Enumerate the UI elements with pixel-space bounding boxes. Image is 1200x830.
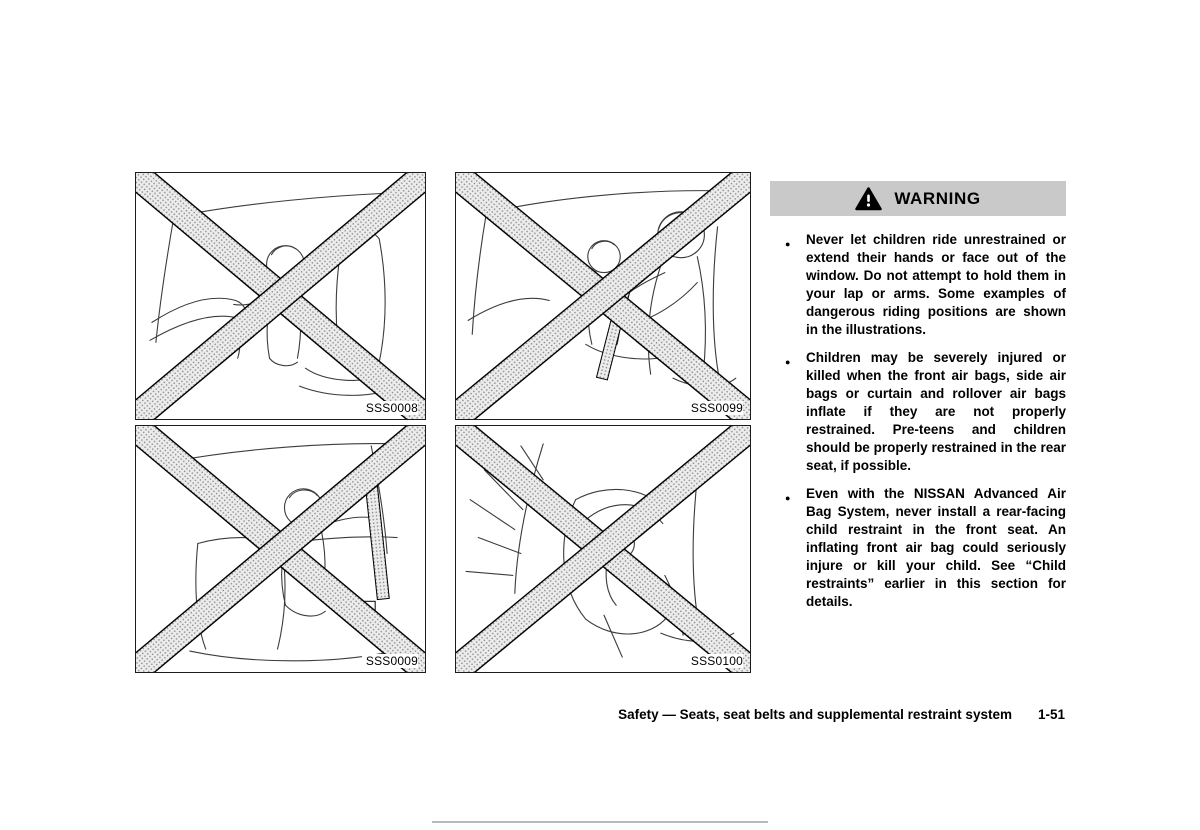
- bullet-icon: ●: [785, 493, 791, 503]
- car-interior-illustration: [456, 173, 750, 419]
- warning-header: [770, 181, 1066, 216]
- warning-bullet-text: Even with the NISSAN Advanced Air Bag System, never install a rear-facing child restraint in the front seat. An inflating front air bag could seriously injure or kill your child. See “Child restraints” earlier in this section for details.: [806, 486, 1066, 609]
- figure-code: SSS0099: [687, 401, 743, 415]
- figure-code: SSS0008: [362, 401, 418, 415]
- warning-bullet: [785, 485, 1066, 611]
- bottom-edge-line: [432, 821, 768, 823]
- warning-bullet-text: Children may be severely injured or killed when the front air bags, side air bags or curtain and rollover air bags inflate if they are not properly restrained. Pre-teens and children should be properly restrained in the rear seat, if possible.: [806, 350, 1066, 473]
- warning-title: WARNING: [894, 188, 981, 208]
- figure-box: [455, 172, 751, 420]
- warning-triangle-icon: [855, 187, 882, 211]
- figure-box: [455, 425, 751, 673]
- car-interior-illustration: [136, 173, 425, 419]
- figure-code: SSS0100: [687, 654, 743, 668]
- bullet-icon: ●: [785, 239, 791, 249]
- warning-list: [770, 231, 1066, 611]
- figure-box: [135, 172, 426, 420]
- warning-bullet-text: Never let children ride unrestrained or extend their hands or face out of the window. Do not attempt to hold them in your lap or arms. Some examples of dangerous riding positions are shown in the illustrations.: [806, 232, 1066, 337]
- warning-bullet: [785, 231, 1066, 339]
- crossout-x-icon: [456, 173, 750, 419]
- warning-panel: [770, 181, 1066, 621]
- crossout-x-icon: [136, 173, 425, 419]
- footer-page-number: 1-51: [1037, 707, 1065, 722]
- page-footer: [618, 707, 1065, 722]
- bullet-icon: ●: [785, 357, 791, 367]
- footer-section-title: Safety — Seats, seat belts and supplemental restraint system: [618, 707, 1012, 722]
- crossout-x-icon: [456, 426, 750, 672]
- car-interior-illustration: [136, 426, 425, 672]
- warning-bullet: [785, 349, 1066, 475]
- figure-box: [135, 425, 426, 673]
- car-interior-illustration: [456, 426, 750, 672]
- figure-code: SSS0009: [362, 654, 418, 668]
